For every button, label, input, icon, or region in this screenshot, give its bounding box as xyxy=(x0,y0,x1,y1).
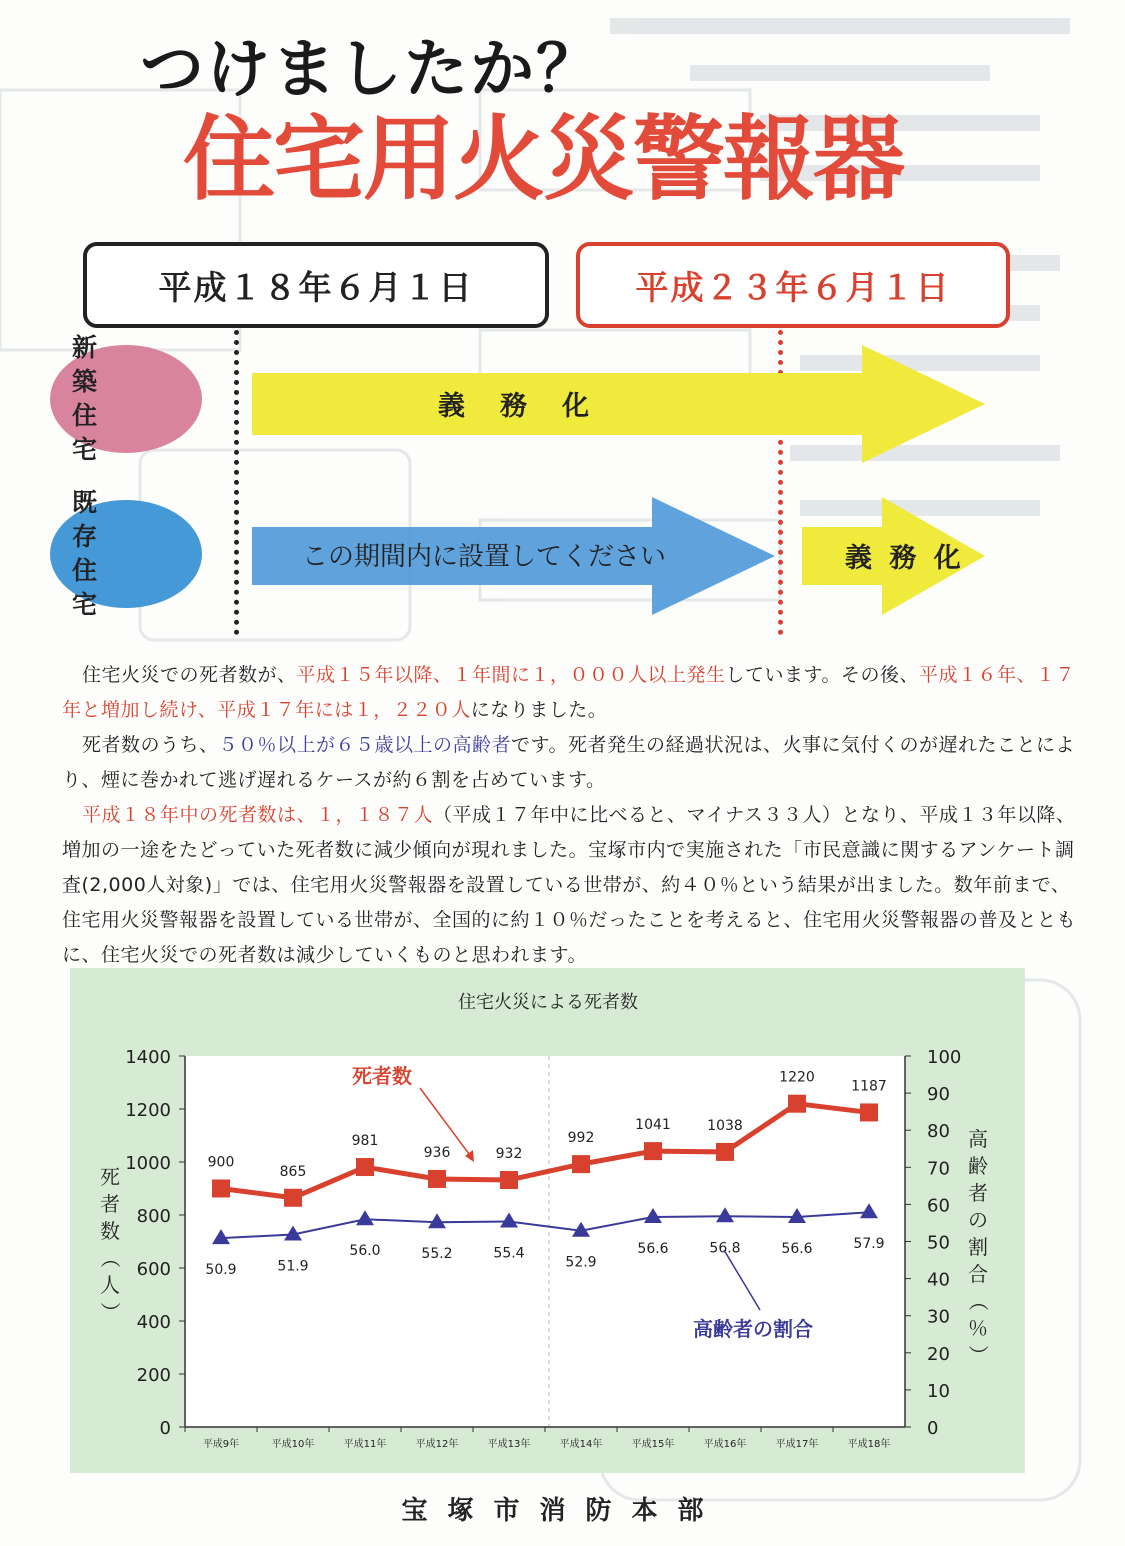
deaths-point xyxy=(644,1142,662,1160)
deaths-point xyxy=(572,1155,590,1173)
new-housing-label-1: 新 築 xyxy=(72,333,167,396)
elderly-ratio-data-label: 52.9 xyxy=(565,1254,597,1271)
right-axis-label-char: 高 xyxy=(968,1127,988,1151)
elderly-ratio-data-label: 56.8 xyxy=(709,1240,741,1257)
right-tick-label: 60 xyxy=(927,1195,950,1217)
right-tick-label: 50 xyxy=(927,1232,950,1254)
left-axis-label-char: 死 xyxy=(100,1165,120,1189)
left-axis-label-char: 者 xyxy=(100,1192,120,1216)
p3-seg-1: （平成１７年中に比べると、マイナス３３人）となり、平成１３年以降、増加の一途をたどっていた死者数に減少傾向が現れました。宝塚市内で実施された「市民意識に関するアンケート調査(2,000人対象)」では、住宅用火災警報器を設置している世帯が、約４０％という結果が出ました。数年前まで、住宅用火災警報器を設置している世帯が、全国的に約１０％だったことを考えると、住宅用火災警報器の普及とともに、住宅火災での死者数は減少していくものと思われます。 xyxy=(62,804,1077,966)
right-axis-label-char: 者 xyxy=(968,1181,988,1205)
deaths-data-label: 1038 xyxy=(707,1117,743,1134)
right-tick-label: 10 xyxy=(927,1380,950,1402)
deaths-data-label: 981 xyxy=(351,1133,379,1150)
paragraph-3 xyxy=(62,798,1076,973)
left-axis-label-char: ） xyxy=(98,1302,122,1322)
x-tick-label: 平成9年 xyxy=(202,1439,240,1450)
left-tick-label: 1400 xyxy=(125,1047,171,1068)
right-tick-label: 100 xyxy=(927,1047,962,1068)
x-tick-label: 平成14年 xyxy=(559,1439,603,1450)
x-tick-label: 平成12年 xyxy=(415,1439,459,1450)
p1-seg-4: になりました。 xyxy=(470,699,608,721)
deaths-data-label: 865 xyxy=(279,1163,307,1180)
right-axis-label-char: 齢 xyxy=(968,1154,988,1178)
x-tick-label: 平成18年 xyxy=(847,1439,891,1450)
deaths-data-label: 992 xyxy=(567,1130,595,1147)
right-tick-label: 90 xyxy=(927,1084,950,1106)
deaths-data-label: 900 xyxy=(207,1154,235,1171)
chart-title: 住宅火災による死者数 xyxy=(458,992,638,1013)
right-tick-label: 0 xyxy=(927,1418,939,1439)
left-tick-label: 200 xyxy=(136,1365,171,1386)
paragraph-1 xyxy=(62,658,1076,728)
p1-seg-0: 住宅火災での死者数が、 xyxy=(82,664,297,686)
new-housing-arrow xyxy=(252,345,985,463)
right-tick-label: 80 xyxy=(927,1121,950,1143)
elderly-ratio-data-label: 57.9 xyxy=(853,1236,885,1253)
elderly-ratio-data-label: 56.6 xyxy=(637,1241,669,1258)
right-axis-label-char: ） xyxy=(966,1345,990,1365)
right-tick-label: 30 xyxy=(927,1306,950,1328)
left-tick-label: 800 xyxy=(136,1206,171,1227)
deaths-point xyxy=(716,1143,734,1161)
deaths-data-label: 1041 xyxy=(635,1117,671,1134)
x-tick-label: 平成10年 xyxy=(271,1439,315,1450)
right-tick-label: 70 xyxy=(927,1158,950,1180)
elderly-series-label: 高齢者の割合 xyxy=(693,1317,813,1341)
paragraph-2 xyxy=(62,728,1076,798)
body-text xyxy=(62,658,1076,973)
deaths-point xyxy=(788,1095,806,1113)
x-tick-label: 平成17年 xyxy=(775,1439,819,1450)
x-tick-label: 平成16年 xyxy=(703,1439,747,1450)
deaths-point xyxy=(284,1189,302,1207)
deaths-data-label: 1187 xyxy=(851,1078,887,1095)
p2-seg-1: ５０％以上が６５歳以上の高齢者 xyxy=(218,734,512,756)
existing-housing-label-1: 既 存 xyxy=(72,488,167,551)
left-tick-label: 1000 xyxy=(125,1153,171,1174)
right-axis-label-char: の xyxy=(968,1208,988,1232)
left-tick-label: 600 xyxy=(136,1259,171,1280)
left-tick-label: 0 xyxy=(159,1418,171,1439)
p1-seg-3: 平成１６年、１７年と増加し続け、平成１７年には１，２２０人 xyxy=(62,664,1076,721)
deaths-data-label: 932 xyxy=(495,1146,523,1163)
existing-housing-obligation-label: 義 務 化 xyxy=(845,543,965,574)
existing-housing-bubble xyxy=(50,488,202,619)
x-tick-label: 平成15年 xyxy=(631,1439,675,1450)
right-tick-label: 20 xyxy=(927,1343,950,1365)
right-axis-label-char: ％ xyxy=(968,1316,988,1340)
deaths-point xyxy=(860,1103,878,1121)
headline-product: 住宅用火災警報器 xyxy=(183,106,904,213)
elderly-ratio-data-label: 51.9 xyxy=(277,1258,309,1275)
footer-org: 宝塚市消防本部 xyxy=(401,1496,724,1526)
p2-seg-2: です。死者発生の経過状況は、火事に気付くのが遅れたことにより、煙に巻かれて逃げ遅れるケースが約６割を占めています。 xyxy=(62,734,1076,791)
existing-housing-period-label: この期間内に設置してください xyxy=(302,542,667,572)
x-tick-label: 平成13年 xyxy=(487,1439,531,1450)
elderly-ratio-data-label: 50.9 xyxy=(205,1262,237,1279)
left-axis-label-char: 人 xyxy=(100,1273,120,1297)
elderly-ratio-data-label: 55.2 xyxy=(421,1246,453,1263)
elderly-ratio-data-label: 56.6 xyxy=(781,1241,813,1258)
date-end-box: 平成２３年６月１日 xyxy=(576,242,1010,328)
left-axis-label-char: 数 xyxy=(100,1219,120,1243)
right-tick-label: 40 xyxy=(927,1269,950,1291)
p3-seg-0: 平成１８年中の死者数は、１，１８７人 xyxy=(82,804,434,826)
deaths-point xyxy=(428,1170,446,1188)
chart-panel xyxy=(70,968,1025,1473)
existing-housing-label-2: 住 宅 xyxy=(72,556,167,619)
deaths-point xyxy=(212,1180,230,1198)
death-toll-chart xyxy=(70,968,1025,1473)
new-housing-obligation-label: 義 務 化 xyxy=(438,391,593,422)
headline-question: つけましたか？ xyxy=(140,33,602,107)
date-start-box: 平成１８年６月１日 xyxy=(83,242,549,328)
elderly-ratio-data-label: 56.0 xyxy=(349,1243,381,1260)
left-axis-label-char: （ xyxy=(98,1248,122,1268)
deaths-data-label: 1220 xyxy=(779,1069,815,1086)
x-tick-label: 平成11年 xyxy=(343,1439,387,1450)
deaths-data-label: 936 xyxy=(423,1144,451,1161)
p1-seg-1: 平成１５年以降、１年間に１，０００人以上発生 xyxy=(296,664,726,686)
new-housing-label-2: 住 宅 xyxy=(72,401,167,464)
p1-seg-2: しています。その後、 xyxy=(725,664,920,686)
elderly-ratio-data-label: 55.4 xyxy=(493,1245,525,1262)
right-axis-label-char: （ xyxy=(966,1291,990,1311)
deaths-point xyxy=(356,1158,374,1176)
new-housing-bubble xyxy=(50,333,202,464)
deaths-series-label: 死者数 xyxy=(352,1064,412,1088)
p2-seg-0: 死者数のうち、 xyxy=(82,734,219,756)
left-tick-label: 400 xyxy=(136,1312,171,1333)
right-axis-label-char: 割 xyxy=(968,1235,988,1259)
right-axis-label-char: 合 xyxy=(968,1262,988,1286)
deaths-point xyxy=(500,1171,518,1189)
left-tick-label: 1200 xyxy=(125,1100,171,1121)
